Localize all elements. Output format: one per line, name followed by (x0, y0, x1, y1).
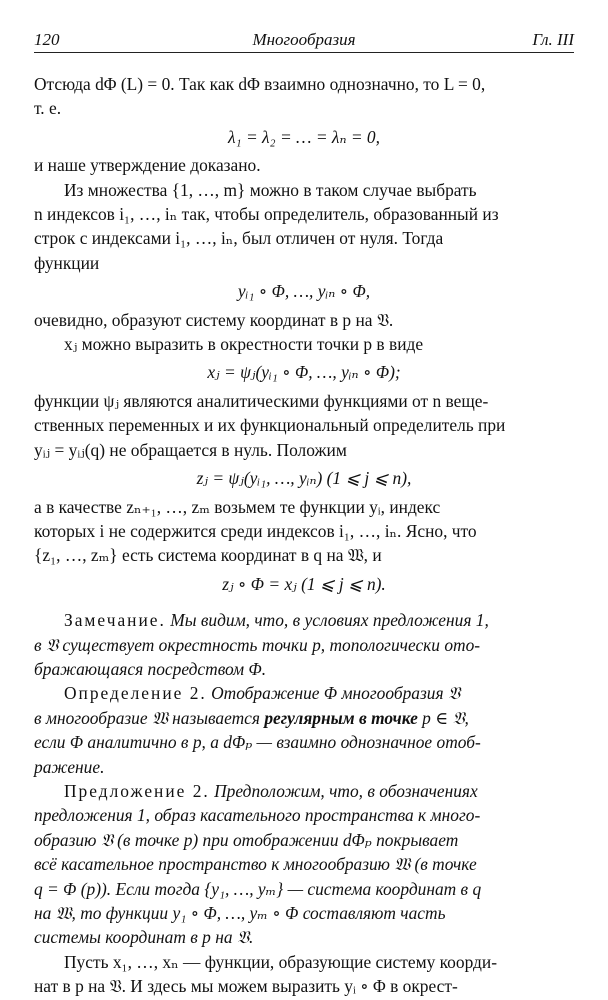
definition-text: p ∈ 𝔙, (417, 707, 469, 728)
text-line: т. е. (34, 98, 62, 119)
definition-line (34, 706, 574, 730)
definition-heading: Определение 2. (64, 683, 207, 704)
remark-text: Мы видим, что, в условиях предложения 1, (165, 610, 489, 631)
text-line: функции (34, 252, 100, 273)
proposition-text: Предположим, что, в обозначениях (209, 780, 478, 801)
definition-text: Отображение Φ многообразия 𝔙 (206, 683, 460, 704)
text-line: Из множества {1, …, m} можно в таком случае выбрать (64, 179, 477, 200)
text-line: n индексов i₁, …, iₙ так, чтобы определитель, образованный из (34, 204, 499, 225)
equation: zⱼ = ψⱼ(yᵢ₁, …, yᵢₙ) (1 ⩽ j ⩽ n), (196, 468, 412, 489)
equation: xⱼ = ψⱼ(yᵢ₁ ∘ Φ, …, yᵢₙ ∘ Φ); (207, 362, 401, 383)
text-line: yᵢⱼ = yᵢⱼ(q) не обращается в нуль. Положим (34, 439, 347, 460)
text-line: ственных переменных и их функциональный определитель при (34, 415, 506, 436)
definition-line: если Φ аналитично в p, а dΦₚ — взаимно однозначное отоб- (34, 732, 481, 753)
text-line: и наше утверждение доказано. (34, 155, 261, 176)
proposition-line: образию 𝔙 (в точке p) при отображении dΦₚ покрывает (34, 829, 459, 850)
text-line: xⱼ можно выразить в окрестности точки p в виде (64, 334, 424, 355)
text-line: Отсюда dΦ (L) = 0. Так как dΦ взаимно однозначно, то L = 0, (34, 74, 486, 94)
page-number: 120 (34, 30, 60, 49)
proposition-line: предложения 1, образ касательного пространства к много- (34, 805, 481, 826)
proposition-line: всё касательное пространство к многообразию 𝔚 (в точке (34, 854, 477, 875)
page-header (34, 28, 574, 53)
proposition-line: q = Φ (p)). Если тогда {y₁, …, yₘ} — система координат в q (34, 878, 482, 899)
remark-heading: Замечание. (64, 610, 166, 631)
remark-line: бражающаяся посредством Φ. (34, 658, 267, 679)
text-line: которых i не содержится среди индексов i₁, …, iₙ. Ясно, что (34, 520, 477, 541)
text-line: строк с индексами i₁, …, iₙ, был отличен от нуля. Тогда (34, 228, 444, 249)
equation: λ₁ = λ₂ = … = λₙ = 0, (228, 126, 380, 147)
proposition-heading: Предложение 2. (64, 780, 210, 801)
equation: yᵢ₁ ∘ Φ, …, yᵢₙ ∘ Φ, (237, 281, 371, 302)
proposition-line (34, 779, 574, 803)
page-body (34, 72, 574, 999)
proposition-line: системы координат в p на 𝔙. (34, 927, 254, 948)
text-line: очевидно, образуют систему координат в p на 𝔙. (34, 309, 394, 330)
equation: zⱼ ∘ Φ = xⱼ (1 ⩽ j ⩽ n). (222, 573, 386, 594)
remark-line (34, 608, 574, 632)
text-line: функции ψⱼ являются аналитическими функциями от n веще- (34, 390, 489, 411)
running-title: Многообразия (252, 30, 356, 49)
text-line: нат в p на 𝔙. И здесь мы можем выразить yᵢ ∘ Φ в окрест- (34, 976, 458, 997)
chapter-label: Гл. III (532, 30, 574, 49)
text-line: Пусть x₁, …, xₙ — функции, образующие систему коорди- (64, 951, 497, 972)
remark-line: в 𝔙 существует окрестность точки p, топологически ото- (34, 634, 481, 655)
paragraph-gap (34, 600, 574, 608)
defined-term: регулярным в точке (264, 707, 418, 728)
definition-line (34, 681, 574, 705)
text-line: {z₁, …, zₘ} есть система координат в q на 𝔚, и (34, 545, 382, 566)
definition-line: ражение. (34, 756, 105, 777)
text-line: а в качестве zₙ₊₁, …, zₘ возьмем те функции yᵢ, индекс (34, 496, 441, 517)
definition-text: в многообразие 𝔚 называется (34, 707, 265, 728)
proposition-line: на 𝔚, то функции y₁ ∘ Φ, …, yₘ ∘ Φ составляют часть (34, 903, 446, 923)
